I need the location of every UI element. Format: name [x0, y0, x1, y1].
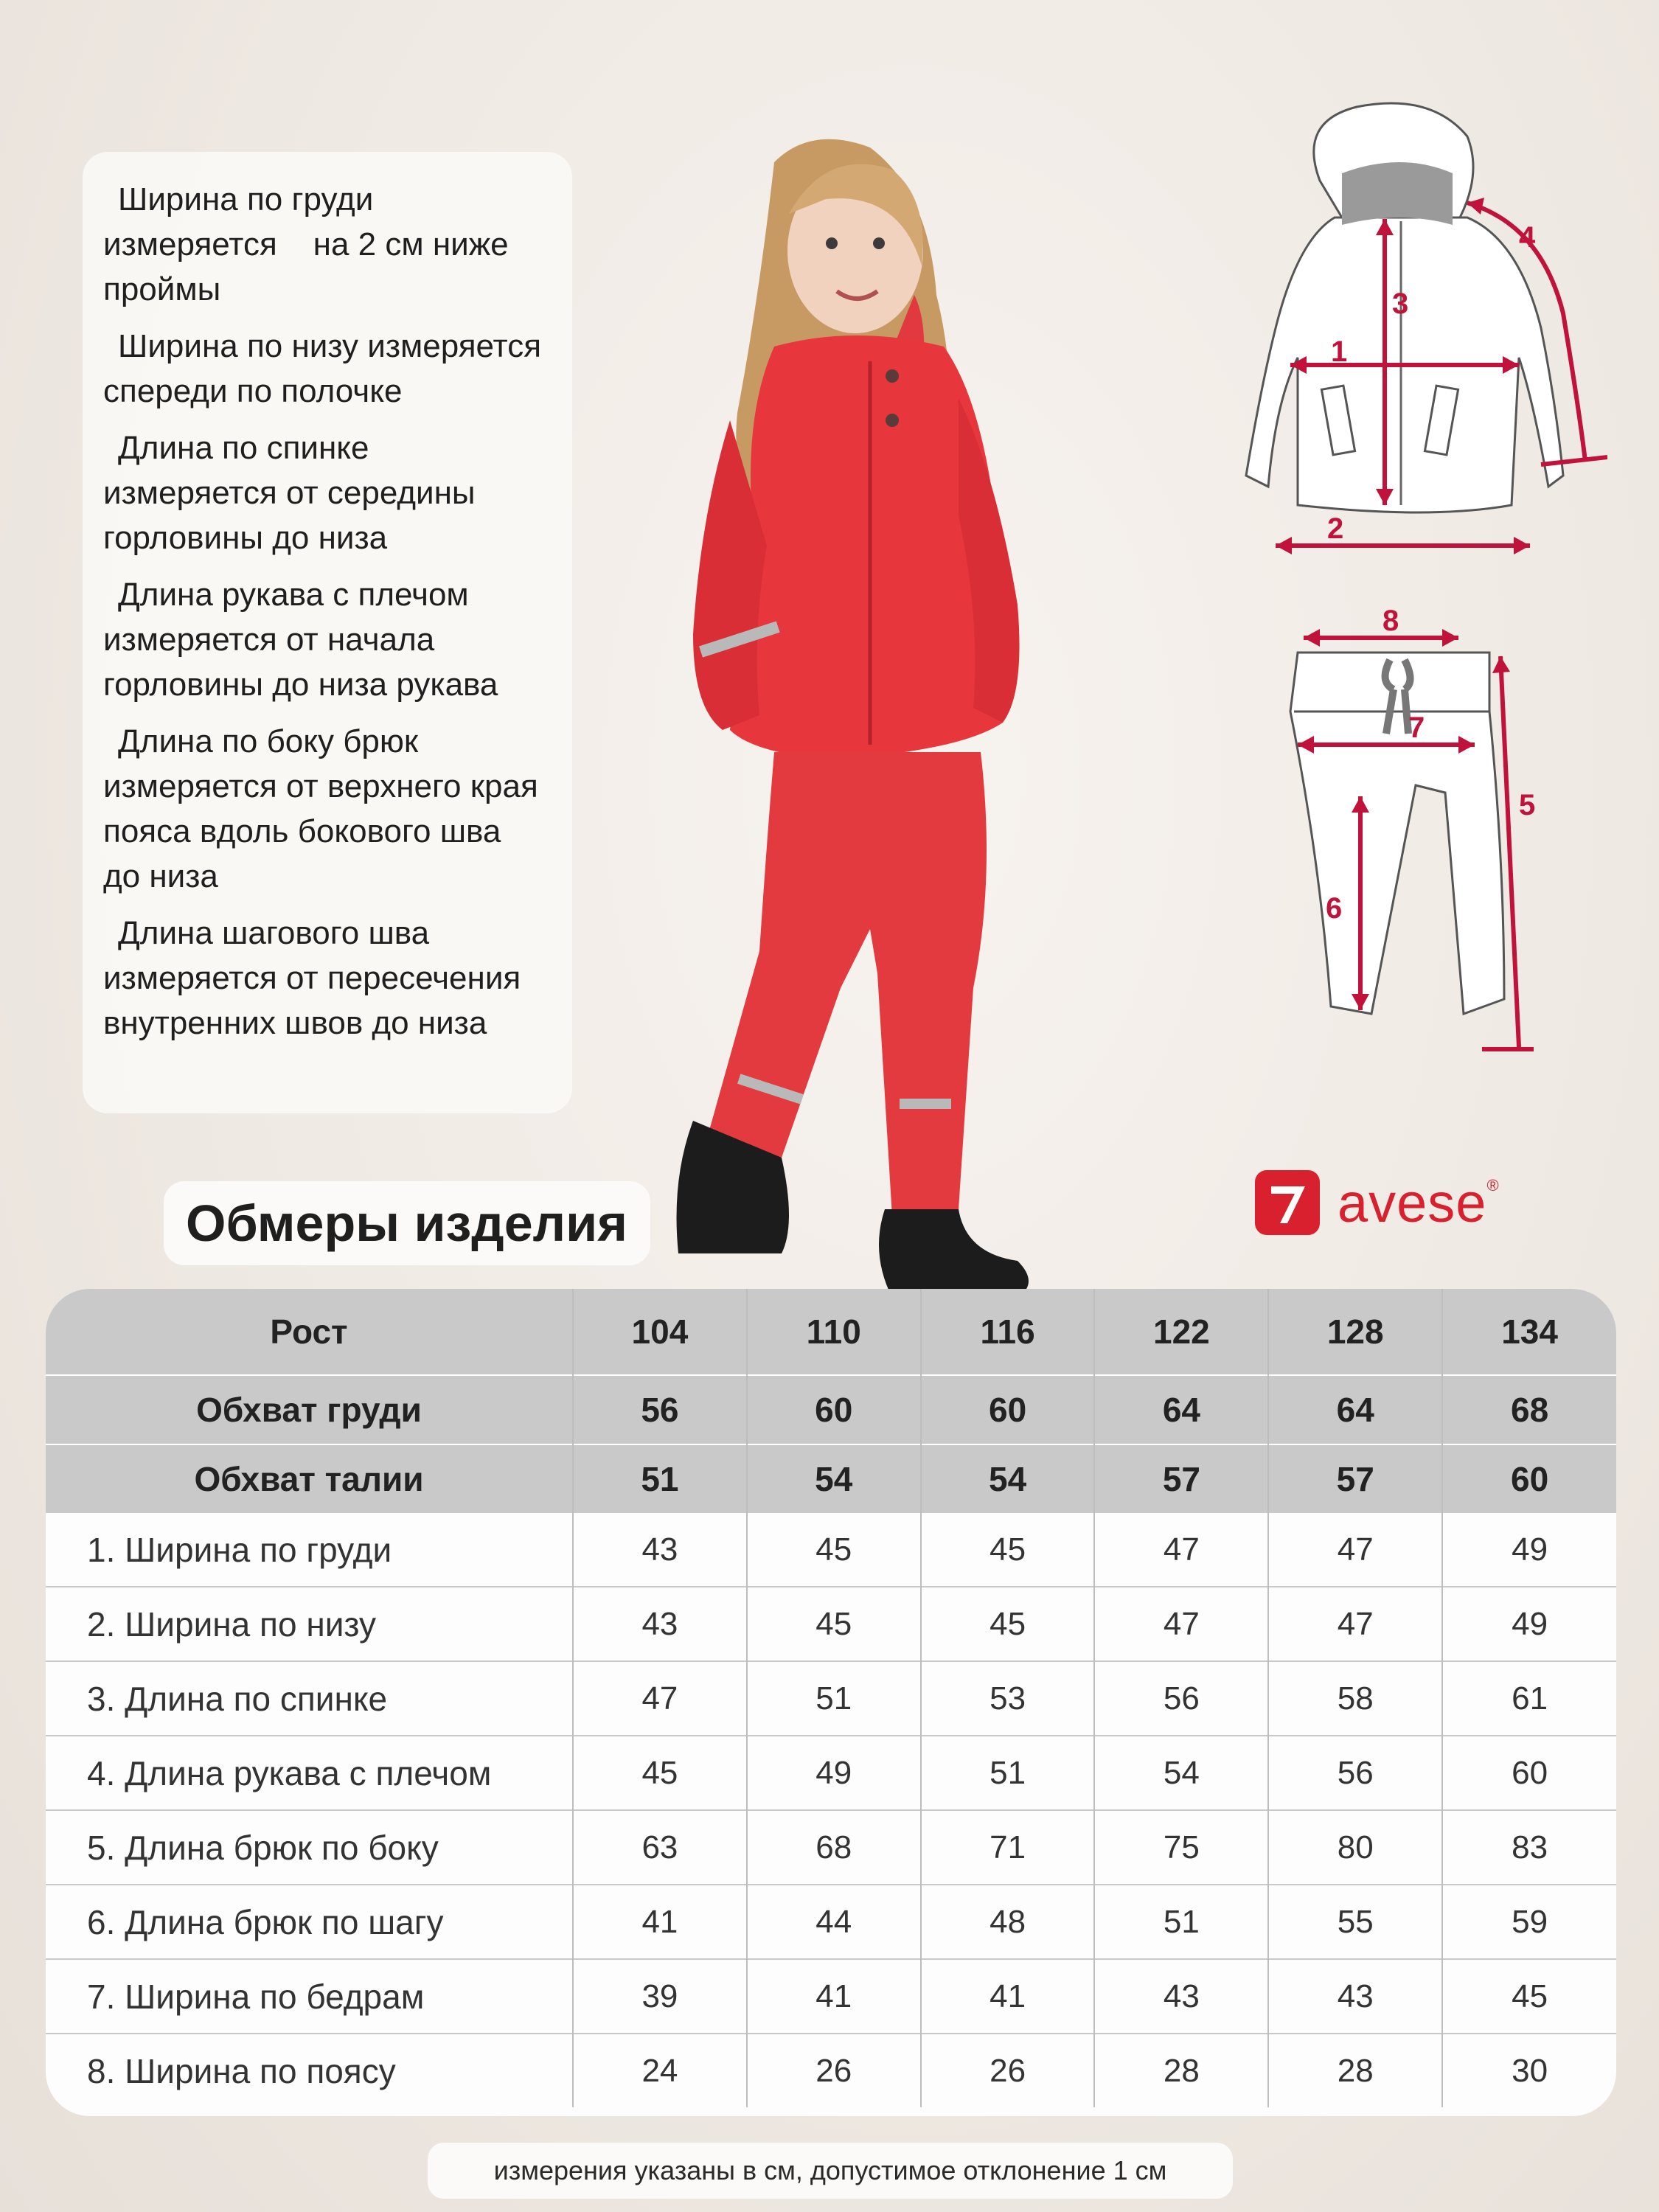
- table-cell: 26: [921, 2034, 1095, 2107]
- row-label: 2. Ширина по низу: [46, 1587, 573, 1661]
- table-cell: 61: [1442, 1661, 1616, 1736]
- table-cell: 54: [921, 1444, 1095, 1513]
- table-cell: 104: [573, 1289, 747, 1375]
- table-row: [46, 2034, 1616, 2107]
- registered-mark: ®: [1486, 1176, 1499, 1194]
- row-label: Рост: [46, 1289, 573, 1375]
- table-row: [46, 1885, 1616, 1959]
- table-cell: 47: [573, 1661, 747, 1736]
- table-cell: 45: [1442, 1959, 1616, 2034]
- diagram-label-6: 6: [1326, 892, 1343, 925]
- table-cell: 45: [921, 1513, 1095, 1587]
- table-cell: 47: [1268, 1587, 1442, 1661]
- table-cell: 51: [1094, 1885, 1268, 1959]
- table-cell: 24: [573, 2034, 747, 2107]
- table-cell: 59: [1442, 1885, 1616, 1959]
- table-header-row: [46, 1375, 1616, 1444]
- diagram-label-1: 1: [1331, 335, 1348, 368]
- table-cell: 60: [1442, 1736, 1616, 1810]
- table-header-row: [46, 1444, 1616, 1513]
- table-row: [46, 1587, 1616, 1661]
- jacket-diagram: [1194, 92, 1607, 586]
- table-header-row: [46, 1289, 1616, 1375]
- row-label: 5. Длина брюк по боку: [46, 1810, 573, 1885]
- avese-logo-mark-icon: [1253, 1169, 1321, 1237]
- table-cell: 39: [573, 1959, 747, 2034]
- row-label: 6. Длина брюк по шагу: [46, 1885, 573, 1959]
- table-cell: 56: [573, 1375, 747, 1444]
- table-cell: 45: [921, 1587, 1095, 1661]
- table-cell: 44: [747, 1885, 921, 1959]
- row-label: 1. Ширина по груди: [46, 1513, 573, 1587]
- table-row: [46, 1959, 1616, 2034]
- table-row: [46, 1513, 1616, 1587]
- table-cell: 110: [747, 1289, 921, 1375]
- table-cell: 28: [1268, 2034, 1442, 2107]
- table-cell: 47: [1268, 1513, 1442, 1587]
- note-sleeve-length: Длина рукава с плечом измеряется от начала горловины до низа рукава: [103, 577, 498, 703]
- table-cell: 41: [573, 1885, 747, 1959]
- diagram-label-3: 3: [1392, 288, 1409, 320]
- note-chest-width: Ширина по груди измеряется на 2 см ниже проймы: [103, 181, 509, 307]
- table-cell: 60: [747, 1375, 921, 1444]
- table-cell: 60: [921, 1375, 1095, 1444]
- table-cell: 41: [921, 1959, 1095, 2034]
- table-row: [46, 1736, 1616, 1810]
- size-table: [46, 1289, 1616, 2116]
- table-cell: 71: [921, 1810, 1095, 1885]
- avese-logo-text: avese: [1338, 1172, 1487, 1234]
- table-cell: 57: [1094, 1444, 1268, 1513]
- diagram-label-2: 2: [1327, 512, 1344, 545]
- note-pants-side-length: Длина по боку брюк измеряется от верхнего края пояса вдоль бокового шва до низа: [103, 723, 538, 894]
- row-label: Обхват груди: [46, 1375, 573, 1444]
- table-cell: 60: [1442, 1444, 1616, 1513]
- table-cell: 43: [1268, 1959, 1442, 2034]
- table-cell: 49: [747, 1736, 921, 1810]
- table-cell: 47: [1094, 1513, 1268, 1587]
- avese-logo: [1253, 1169, 1499, 1237]
- table-cell: 75: [1094, 1810, 1268, 1885]
- table-cell: 45: [573, 1736, 747, 1810]
- table-row: [46, 1810, 1616, 1885]
- diagram-label-8: 8: [1382, 605, 1399, 637]
- table-cell: 51: [573, 1444, 747, 1513]
- table-cell: 47: [1094, 1587, 1268, 1661]
- table-cell: 64: [1094, 1375, 1268, 1444]
- table-cell: 56: [1268, 1736, 1442, 1810]
- table-cell: 54: [747, 1444, 921, 1513]
- table-cell: 64: [1268, 1375, 1442, 1444]
- pants-diagram: [1268, 601, 1548, 1058]
- model-photo: [649, 103, 1150, 1298]
- diagram-label-4: 4: [1519, 221, 1536, 254]
- measurement-notes-panel: [83, 152, 572, 1113]
- diagram-label-5: 5: [1519, 789, 1536, 821]
- table-cell: 51: [921, 1736, 1095, 1810]
- table-cell: 53: [921, 1661, 1095, 1736]
- table-cell: 80: [1268, 1810, 1442, 1885]
- table-cell: 83: [1442, 1810, 1616, 1885]
- note-back-length: Длина по спинке измеряется от середины горловины до низа: [103, 430, 476, 556]
- table-cell: 48: [921, 1885, 1095, 1959]
- table-cell: 43: [1094, 1959, 1268, 2034]
- table-cell: 55: [1268, 1885, 1442, 1959]
- note-hem-width: Ширина по низу измеряется спереди по полочке: [103, 328, 542, 409]
- table-cell: 63: [573, 1810, 747, 1885]
- table-cell: 116: [921, 1289, 1095, 1375]
- table-cell: 45: [747, 1513, 921, 1587]
- table-cell: 28: [1094, 2034, 1268, 2107]
- row-label: Обхват талии: [46, 1444, 573, 1513]
- row-label: 4. Длина рукава с плечом: [46, 1736, 573, 1810]
- table-cell: 54: [1094, 1736, 1268, 1810]
- diagram-label-7: 7: [1408, 712, 1425, 744]
- table-cell: 57: [1268, 1444, 1442, 1513]
- table-cell: 122: [1094, 1289, 1268, 1375]
- table-cell: 51: [747, 1661, 921, 1736]
- table-row: [46, 1661, 1616, 1736]
- table-cell: 43: [573, 1513, 747, 1587]
- table-cell: 26: [747, 2034, 921, 2107]
- table-cell: 128: [1268, 1289, 1442, 1375]
- table-cell: 30: [1442, 2034, 1616, 2107]
- table-cell: 45: [747, 1587, 921, 1661]
- footnote: измерения указаны в см, допустимое отклонение 1 см: [428, 2143, 1233, 2199]
- table-cell: 49: [1512, 1531, 1548, 1568]
- table-title: Обмеры изделия: [164, 1181, 650, 1265]
- note-inseam-length: Длина шагового шва измеряется от пересечения внутренних швов до низа: [103, 915, 521, 1041]
- table-cell: 56: [1094, 1661, 1268, 1736]
- table-cell: 43: [573, 1587, 747, 1661]
- row-label: 3. Длина по спинке: [46, 1661, 573, 1736]
- table-cell: 134: [1442, 1289, 1616, 1375]
- table-cell: 49: [1442, 1587, 1616, 1661]
- table-cell: 68: [747, 1810, 921, 1885]
- table-cell: 41: [747, 1959, 921, 2034]
- row-label: 7. Ширина по бедрам: [46, 1959, 573, 2034]
- table-cell: 58: [1268, 1661, 1442, 1736]
- table-cell: 68: [1442, 1375, 1616, 1444]
- row-label: 8. Ширина по поясу: [46, 2034, 573, 2107]
